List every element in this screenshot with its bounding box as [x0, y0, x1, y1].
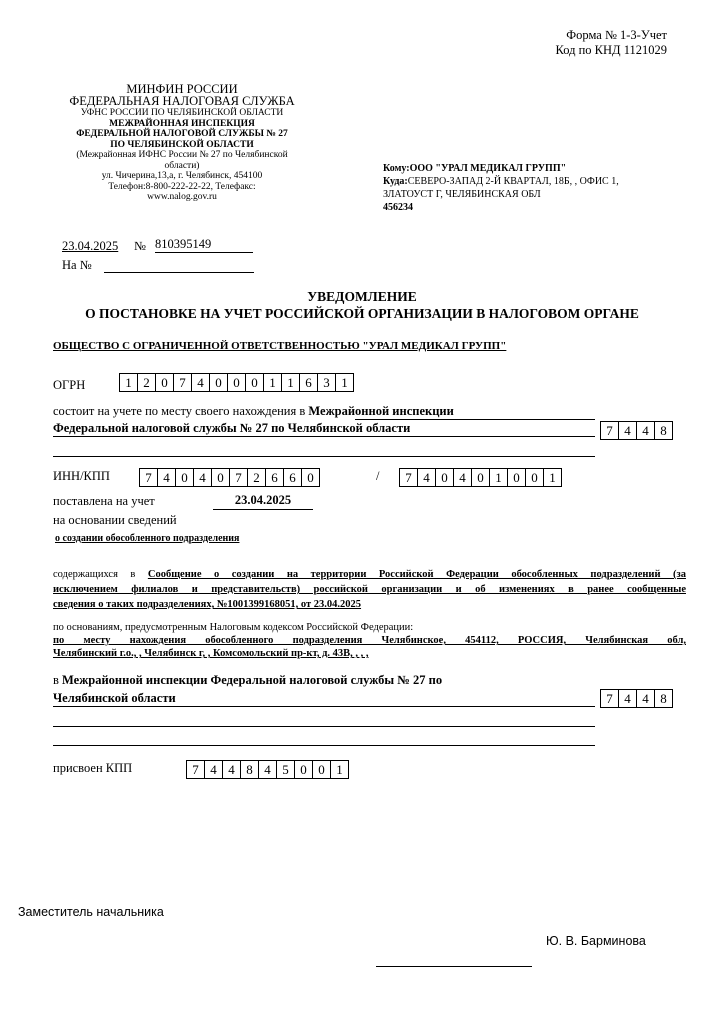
ogrn-cell: 3: [317, 373, 336, 392]
contained-line1: Сообщение о создании на территории Российской Федерации обособленных подразделений (за: [147, 569, 686, 580]
contained-block: [53, 567, 686, 612]
second-authority-underline-2: [53, 726, 595, 727]
signature-line: [376, 966, 532, 967]
authority-regional: УФНС РОССИИ ПО ЧЕЛЯБИНСКОЙ ОБЛАСТИ: [80, 108, 284, 118]
contained-prefix: содержащихся в: [53, 569, 148, 580]
registration-label: поставлена на учет: [53, 494, 155, 508]
assigned-kpp-cell: 8: [240, 760, 259, 779]
recipient-address-1: СЕВЕРО-ЗАПАД 2-Й КВАРТАЛ, 18Б, , ОФИС 1,: [407, 176, 619, 187]
ogrn-cell: 6: [299, 373, 318, 392]
doc-number-value: 810395149: [155, 237, 212, 251]
authority-inspection-3: ПО ЧЕЛЯБИНСКОЙ ОБЛАСТИ: [110, 139, 254, 150]
form-number: Форма № 1-3-Учет: [566, 28, 667, 42]
registered-code-cells: [600, 421, 673, 440]
ogrn-cell: 0: [245, 373, 264, 392]
registration-date-underline: [213, 509, 313, 510]
doc-ref-label: На №: [62, 258, 92, 272]
registered-line1: [53, 404, 454, 419]
recipient-where-label: Куда:: [383, 176, 408, 187]
org-name: ОБЩЕСТВО С ОГРАНИЧЕННОЙ ОТВЕТСТВЕННОСТЬЮ "УРАЛ МЕДИКАЛ ГРУПП": [53, 340, 507, 352]
kpp-cell: 4: [417, 468, 436, 487]
kpp-cells: [399, 468, 562, 487]
signer-position: Заместитель начальника: [18, 905, 164, 919]
grounds-line2: Челябинский г.о., , Челябинск г, , Комсомольский пр-кт, д. 43В, , , ,: [53, 648, 369, 659]
kpp-cell: 7: [399, 468, 418, 487]
ogrn-cell: 0: [155, 373, 174, 392]
kpp-cell: 4: [453, 468, 472, 487]
registered-authority-2: Федеральной налоговой службы № 27 по Челябинской области: [53, 421, 411, 435]
doc-ref-underline: [104, 272, 254, 273]
inn-cells: [139, 468, 320, 487]
registered-code-cell: 4: [636, 421, 655, 440]
ogrn-cell: 2: [137, 373, 156, 392]
recipient-address-2: ЗЛАТОУСТ Г, ЧЕЛЯБИНСКАЯ ОБЛ: [383, 189, 541, 200]
inn-cell: 0: [211, 468, 230, 487]
second-authority-code-cell: 7: [600, 689, 619, 708]
ogrn-cell: 1: [263, 373, 282, 392]
assigned-kpp-cell: 5: [276, 760, 295, 779]
kpp-cell: 1: [489, 468, 508, 487]
ogrn-cell: 1: [119, 373, 138, 392]
recipient-to-value: ООО "УРАЛ МЕДИКАЛ ГРУПП": [409, 163, 567, 174]
registered-underline-1: [355, 419, 595, 420]
second-authority-line1: [53, 673, 442, 688]
second-authority-2: Челябинской области: [53, 691, 176, 705]
registered-authority-1: Межрайонной инспекции: [308, 404, 454, 418]
registered-code-cell: 8: [654, 421, 673, 440]
doc-title-line2: О ПОСТАНОВКЕ НА УЧЕТ РОССИЙСКОЙ ОРГАНИЗАЦИИ В НАЛОГОВОМ ОРГАНЕ: [85, 306, 639, 321]
doc-date: [62, 239, 118, 254]
grounds-label: по основаниям, предусмотренным Налоговым кодексом Российской Федерации:: [53, 622, 414, 633]
ogrn-cell: 1: [335, 373, 354, 392]
second-authority-1: Межрайонной инспекции Федеральной налоговой службы № 27 по: [62, 673, 443, 687]
basis-label: на основании сведений: [53, 513, 177, 527]
kpp-cell: 0: [471, 468, 490, 487]
authority-inspection-1: МЕЖРАЙОННАЯ ИНСПЕКЦИЯ: [109, 118, 255, 129]
recipient-block: [383, 162, 619, 214]
authority-phone: Телефон:8-800-222-22-22, Телефакс:: [108, 181, 256, 192]
registered-code-cell: 4: [618, 421, 637, 440]
registration-date: 23.04.2025: [234, 493, 292, 507]
grounds-block: [53, 621, 686, 660]
authority-service: ФЕДЕРАЛЬНАЯ НАЛОГОВАЯ СЛУЖБА: [69, 94, 295, 108]
doc-date-value: 23.04.2025: [62, 239, 119, 253]
inn-kpp-separator: /: [376, 469, 380, 483]
kpp-cell: 0: [435, 468, 454, 487]
authority-site: www.nalog.gov.ru: [147, 192, 217, 202]
contained-line2: исключением филиалов и представительств) российской организации и об изменениях в ранее сообщенные: [53, 584, 686, 595]
authority-address: ул. Чичерина,13,а, г. Челябинск, 454100: [101, 171, 263, 181]
registered-code-cell: 7: [600, 421, 619, 440]
ogrn-cells: [119, 373, 354, 392]
recipient-index: 456234: [383, 202, 413, 213]
inn-cell: 2: [247, 468, 266, 487]
signer-name: Ю. В. Барминова: [546, 934, 646, 948]
second-authority-underline-3: [53, 745, 595, 746]
doc-number-label: №: [134, 239, 146, 253]
ogrn-cell: 4: [191, 373, 210, 392]
ogrn-cell: 7: [173, 373, 192, 392]
kpp-cell: 0: [525, 468, 544, 487]
inn-cell: 6: [265, 468, 284, 487]
assigned-kpp-cell: 7: [186, 760, 205, 779]
inn-cell: 7: [139, 468, 158, 487]
second-authority-code-cell: 4: [618, 689, 637, 708]
authority-block: [54, 83, 310, 203]
registered-prefix: состоит на учете по месту своего нахождения в: [53, 404, 309, 418]
inn-cell: 7: [229, 468, 248, 487]
second-authority-code-cells: [600, 689, 673, 708]
inn-kpp-label: ИНН/КПП: [53, 469, 110, 483]
authority-short-name-2: области): [164, 160, 200, 171]
assigned-kpp-cell: 0: [312, 760, 331, 779]
kpp-cell: 1: [543, 468, 562, 487]
authority-short-name: (Межрайонная ИФНС России № 27 по Челябинской: [76, 150, 288, 160]
assigned-kpp-cell: 4: [258, 760, 277, 779]
registered-underline-3: [53, 456, 595, 457]
ogrn-cell: 0: [209, 373, 228, 392]
doc-title: [0, 288, 724, 322]
inn-cell: 0: [175, 468, 194, 487]
ogrn-label: ОГРН: [53, 378, 86, 392]
form-header: [556, 28, 667, 58]
second-authority-prefix: в: [53, 673, 63, 687]
assigned-kpp-cell: 4: [204, 760, 223, 779]
assigned-kpp-label: присвоен КПП: [53, 761, 133, 775]
contained-line3: сведения о таких подразделениях, №1001399168051, от 23.04.2025: [53, 599, 362, 610]
second-authority-underline-1: [53, 706, 595, 707]
assigned-kpp-cell: 4: [222, 760, 241, 779]
registered-underline-2: [53, 436, 595, 437]
kpp-cell: 0: [507, 468, 526, 487]
second-authority-code-cell: 4: [636, 689, 655, 708]
grounds-line1: по месту нахождения обособленного подразделения Челябинское, 454112, РОССИЯ, Челябинская обл,: [53, 635, 686, 646]
knd-code: Код по КНД 1121029: [555, 43, 667, 57]
assigned-kpp-cells: [186, 760, 349, 779]
authority-inspection-2: ФЕДЕРАЛЬНОЙ НАЛОГОВОЙ СЛУЖБЫ № 27: [76, 129, 288, 139]
second-authority-code-cell: 8: [654, 689, 673, 708]
recipient-to-label: Кому:: [383, 163, 410, 174]
inn-cell: 6: [283, 468, 302, 487]
inn-cell: 0: [301, 468, 320, 487]
assigned-kpp-cell: 0: [294, 760, 313, 779]
basis-value: о создании обособленного подразделения: [55, 533, 240, 544]
ogrn-cell: 0: [227, 373, 246, 392]
inn-cell: 4: [157, 468, 176, 487]
inn-cell: 4: [193, 468, 212, 487]
doc-number-underline: [155, 252, 253, 253]
ogrn-cell: 1: [281, 373, 300, 392]
doc-title-line1: УВЕДОМЛЕНИЕ: [307, 289, 417, 304]
assigned-kpp-cell: 1: [330, 760, 349, 779]
authority-ministry: МИНФИН РОССИИ: [126, 82, 238, 96]
